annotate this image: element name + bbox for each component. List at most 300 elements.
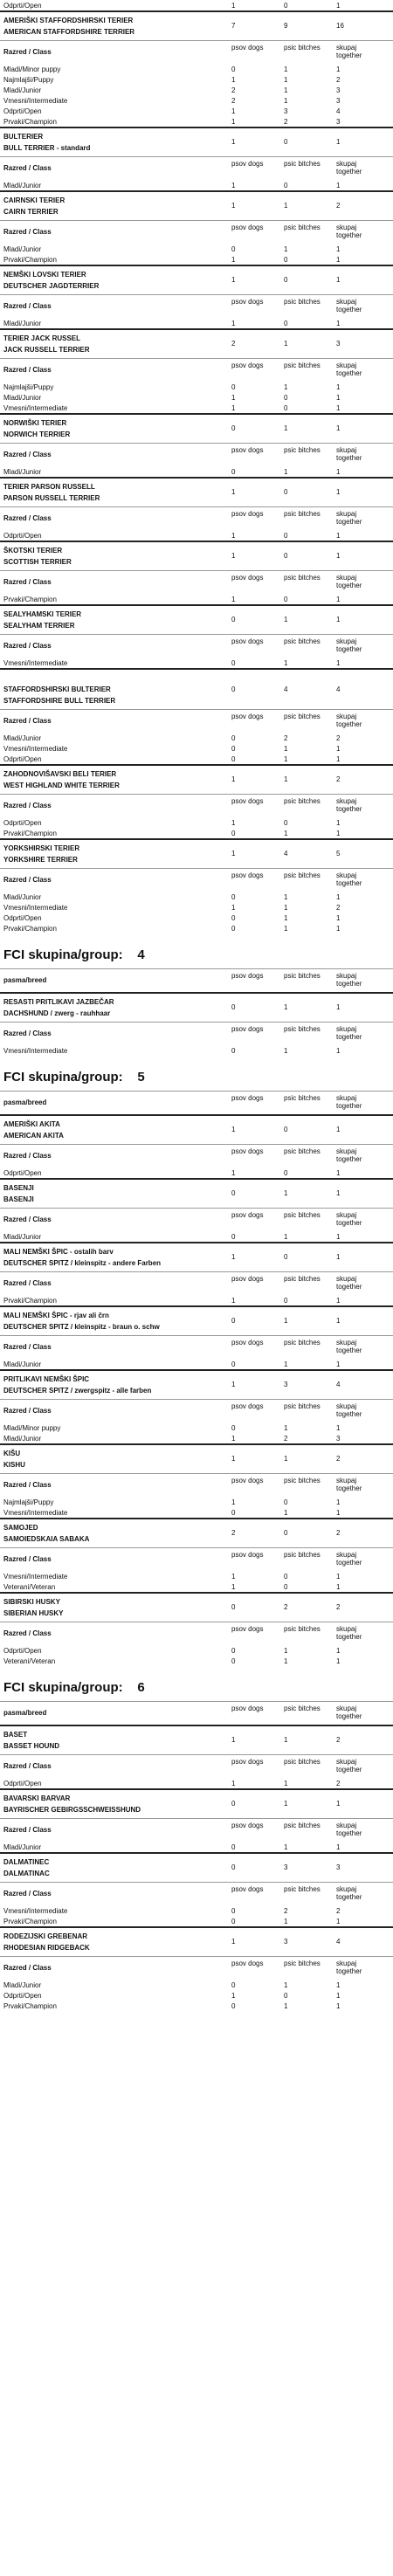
header-together: skupaj together — [336, 1147, 362, 1163]
header-bitches: psic bitches — [284, 1211, 321, 1219]
class-label: Mladi/Junior — [3, 1435, 42, 1443]
class-label: Vmesni/Intermediate — [3, 1047, 68, 1055]
class-label: Odprti/Open — [3, 1647, 42, 1655]
header-together: skupaj together — [336, 1758, 362, 1774]
header-dogs: psov dogs — [231, 1625, 264, 1633]
together-count: 3 — [336, 1435, 341, 1443]
breed-name: KIŠU — [3, 1450, 21, 1457]
header-together: skupaj together — [336, 1477, 362, 1492]
class-row — [0, 1167, 393, 1178]
class-row — [0, 1359, 393, 1369]
breed-name: TERIER JACK RUSSEL — [3, 334, 81, 342]
bitches-count: 1 — [284, 97, 288, 105]
dogs-count: 1 — [231, 2, 236, 10]
class-row — [0, 466, 393, 477]
bitches-count: 1 — [284, 1647, 288, 1655]
together-count: 1 — [336, 1992, 341, 2000]
together-count: 1 — [336, 1647, 341, 1655]
dogs-count: 2 — [231, 97, 236, 105]
bitches-count: 1 — [284, 659, 288, 667]
header-together: skupaj together — [336, 1339, 362, 1354]
bitches-count: 3 — [284, 107, 288, 115]
dogs-count: 0 — [231, 1424, 236, 1432]
dogs-count: 0 — [231, 734, 236, 742]
class-label: Najmlajši/Puppy — [3, 76, 54, 84]
breed-name: BULL TERRIER - standard — [3, 144, 91, 152]
class-label: Vmesni/Intermediate — [3, 745, 68, 753]
together-count: 1 — [336, 1918, 341, 1925]
class-header — [0, 1754, 393, 1778]
breed-name: PRITLIKAVI NEMŠKI ŠPIC — [3, 1375, 90, 1383]
header-bitches: psic bitches — [284, 1477, 321, 1484]
dogs-count: 0 — [231, 914, 236, 922]
together-total: 16 — [336, 22, 344, 31]
together-count: 1 — [336, 394, 341, 402]
header-label: Razred / Class — [3, 1890, 52, 1898]
breed-name: STAFFORDSHIRE BULL TERRIER — [3, 697, 116, 705]
header-together: skupaj together — [336, 1822, 362, 1837]
dogs-count: 0 — [231, 925, 236, 933]
class-label: Najmlajši/Puppy — [3, 383, 54, 391]
header-dogs: psov dogs — [231, 1758, 264, 1766]
class-row — [0, 244, 393, 254]
breed-name: AMERIŠKI STAFFORDSHIRSKI TERIER — [3, 17, 134, 24]
bitches-count: 1 — [284, 2002, 288, 2010]
breed-row — [0, 1369, 393, 1399]
dogs-count: 0 — [231, 830, 236, 837]
header-together: skupaj together — [336, 44, 362, 59]
group-number: 4 — [137, 947, 145, 962]
breed-row — [0, 668, 393, 709]
together-count: 2 — [336, 734, 341, 742]
header-together: skupaj together — [336, 1275, 362, 1291]
class-header — [0, 634, 393, 658]
class-label: Mladi/Junior — [3, 182, 42, 189]
header-together: skupaj together — [336, 1094, 362, 1110]
together-total: 1 — [336, 616, 341, 624]
header-bitches: psic bitches — [284, 1275, 321, 1283]
together-count: 1 — [336, 182, 341, 189]
header-bitches: psic bitches — [284, 1885, 321, 1893]
header-together: skupaj together — [336, 362, 362, 377]
class-row — [0, 828, 393, 838]
bitches-count: 0 — [284, 1498, 288, 1506]
class-row — [0, 1916, 393, 1926]
class-row — [0, 530, 393, 541]
class-label: Prvaki/Champion — [3, 925, 57, 933]
bitches-count: 1 — [284, 925, 288, 933]
class-header — [0, 220, 393, 244]
breed-name: BAYRISCHER GEBIRGSSCHWEISSHUND — [3, 1806, 141, 1814]
bitches-total: 3 — [284, 1938, 288, 1946]
class-row — [0, 1990, 393, 2001]
header-bitches: psic bitches — [284, 1094, 321, 1102]
breed-name: DALMATINEC — [3, 1858, 50, 1866]
header-bitches: psic bitches — [284, 1551, 321, 1559]
breed-row — [0, 1592, 393, 1622]
group-title — [3, 1070, 145, 1085]
bitches-count: 0 — [284, 1573, 288, 1581]
bitches-total: 9 — [284, 22, 288, 31]
together-count: 1 — [336, 245, 341, 253]
header-label: pasma/breed — [3, 1709, 47, 1717]
dogs-total: 0 — [231, 1317, 236, 1326]
dogs-total: 0 — [231, 1603, 236, 1612]
class-row — [0, 382, 393, 392]
class-row — [0, 913, 393, 923]
together-count: 1 — [336, 830, 341, 837]
class-label: Prvaki/Champion — [3, 1918, 57, 1925]
breed-row — [0, 1443, 393, 1473]
class-row — [0, 754, 393, 764]
header-bitches: psic bitches — [284, 871, 321, 879]
header-label: Razred / Class — [3, 48, 52, 56]
breed-name: AMERICAN AKITA — [3, 1132, 64, 1140]
dogs-count: 1 — [231, 394, 236, 402]
bitches-count: 2 — [284, 118, 288, 126]
dogs-count: 1 — [231, 1435, 236, 1443]
dogs-count: 1 — [231, 1297, 236, 1305]
header-bitches: psic bitches — [284, 298, 321, 306]
together-count: 1 — [336, 320, 341, 327]
header-together: skupaj together — [336, 574, 362, 589]
dogs-count: 1 — [231, 118, 236, 126]
bitches-total: 1 — [284, 775, 288, 784]
dogs-count: 0 — [231, 468, 236, 476]
header-label: Razred / Class — [3, 717, 52, 725]
class-header — [0, 1144, 393, 1167]
dogs-count: 1 — [231, 1583, 236, 1591]
breed-name: BASET — [3, 1731, 28, 1739]
class-row — [0, 1656, 393, 1666]
breed-name: AMERIŠKI AKITA — [3, 1120, 60, 1128]
bitches-count: 1 — [284, 1509, 288, 1517]
together-total: 2 — [336, 775, 341, 784]
breed-name: RESASTI PRITLIKAVI JAZBEČAR — [3, 998, 114, 1006]
header-bitches: psic bitches — [284, 574, 321, 582]
header-label: Razred / Class — [3, 1826, 52, 1834]
class-label: Vmesni/Intermediate — [3, 1509, 68, 1517]
dogs-count: 0 — [231, 1907, 236, 1915]
class-label: Odprti/Open — [3, 532, 42, 540]
class-label: Odprti/Open — [3, 914, 42, 922]
bitches-count: 1 — [284, 1360, 288, 1368]
dogs-count: 1 — [231, 320, 236, 327]
together-total: 4 — [336, 1938, 341, 1946]
class-label: Mladi/Minor puppy — [3, 65, 61, 73]
header-label: Razred / Class — [3, 1343, 52, 1351]
together-count: 1 — [336, 2, 341, 10]
breed-name: MALI NEMŠKI ŠPIC - ostalih barv — [3, 1248, 114, 1256]
bitches-total: 1 — [284, 424, 288, 433]
bitches-count: 1 — [284, 383, 288, 391]
breed-name: STAFFORDSHIRSKI BULTERIER — [3, 685, 111, 693]
bitches-count: 0 — [284, 1297, 288, 1305]
dogs-total: 1 — [231, 850, 236, 858]
bitches-count: 1 — [284, 76, 288, 84]
class-label: Vmesni/Intermediate — [3, 97, 68, 105]
header-bitches: psic bitches — [284, 510, 321, 518]
together-total: 3 — [336, 340, 341, 348]
header-bitches: psic bitches — [284, 1147, 321, 1155]
class-header — [0, 1622, 393, 1645]
header-together: skupaj together — [336, 298, 362, 313]
class-label: Odprti/Open — [3, 1169, 42, 1177]
dogs-count: 0 — [231, 245, 236, 253]
bitches-total: 1 — [284, 1736, 288, 1745]
together-total: 1 — [336, 1126, 341, 1134]
breed-row — [0, 764, 393, 794]
class-label: Vmesni/Intermediate — [3, 904, 68, 912]
bitches-count: 2 — [284, 734, 288, 742]
bitches-total: 1 — [284, 616, 288, 624]
header-together: skupaj together — [336, 1960, 362, 1975]
header-together: skupaj together — [336, 637, 362, 653]
together-count: 2 — [336, 1780, 341, 1787]
header-together: skupaj together — [336, 1885, 362, 1901]
dogs-count: 0 — [231, 65, 236, 73]
breed-name: ŠKOTSKI TERIER — [3, 547, 63, 554]
dogs-count: 1 — [231, 596, 236, 603]
breed-name: SIBIRSKI HUSKY — [3, 1598, 60, 1606]
header-bitches: psic bitches — [284, 1402, 321, 1410]
class-row — [0, 658, 393, 668]
header-label: Razred / Class — [3, 1964, 52, 1972]
class-row — [0, 392, 393, 403]
dogs-count: 2 — [231, 86, 236, 94]
breed-name: SEALYHAM TERRIER — [3, 622, 75, 630]
header-bitches: psic bitches — [284, 44, 321, 52]
header-dogs: psov dogs — [231, 1275, 264, 1283]
bitches-count: 1 — [284, 1981, 288, 1989]
breed-name: DEUTSCHER JAGDTERRIER — [3, 282, 100, 290]
dogs-total: 0 — [231, 616, 236, 624]
together-total: 1 — [336, 1253, 341, 1262]
header-bitches: psic bitches — [284, 1339, 321, 1347]
bitches-total: 0 — [284, 1529, 288, 1538]
bitches-count: 0 — [284, 532, 288, 540]
dogs-count: 1 — [231, 76, 236, 84]
class-row — [0, 116, 393, 127]
bitches-total: 0 — [284, 138, 288, 147]
bitches-count: 0 — [284, 1169, 288, 1177]
together-total: 1 — [336, 1003, 341, 1012]
header-bitches: psic bitches — [284, 637, 321, 645]
class-label: Prvaki/Champion — [3, 2002, 57, 2010]
group-number: 5 — [137, 1070, 145, 1085]
group-heading — [0, 1666, 393, 1701]
header-dogs: psov dogs — [231, 1094, 264, 1102]
breed-row — [0, 1788, 393, 1818]
dogs-count: 0 — [231, 1233, 236, 1241]
header-together: skupaj together — [336, 797, 362, 813]
class-label: Prvaki/Champion — [3, 596, 57, 603]
dogs-total: 1 — [231, 202, 236, 210]
class-label: Prvaki/Champion — [3, 256, 57, 264]
class-row — [0, 64, 393, 74]
together-count: 1 — [336, 925, 341, 933]
bitches-total: 3 — [284, 1381, 288, 1389]
dogs-count: 1 — [231, 1992, 236, 2000]
class-row — [0, 1581, 393, 1592]
breed-name: SAMOIEDSKAIA SABAKA — [3, 1535, 90, 1543]
dogs-total: 1 — [231, 488, 236, 497]
together-total: 1 — [336, 276, 341, 285]
dogs-count: 0 — [231, 1509, 236, 1517]
class-label: Mladi/Junior — [3, 1843, 42, 1851]
breed-name: PARSON RUSSELL TERRIER — [3, 494, 100, 502]
header-label: Razred / Class — [3, 1481, 52, 1489]
dogs-count: 1 — [231, 404, 236, 412]
class-label: Mladi/Junior — [3, 1360, 42, 1368]
bitches-total: 0 — [284, 1253, 288, 1262]
bitches-count: 1 — [284, 1918, 288, 1925]
together-count: 1 — [336, 1981, 341, 1989]
dogs-total: 2 — [231, 340, 236, 348]
header-bitches: psic bitches — [284, 972, 321, 980]
header-label: Razred / Class — [3, 1762, 52, 1770]
header-bitches: psic bitches — [284, 1705, 321, 1712]
breed-name: DEUTSCHER SPITZ / zwergspitz - alle farben — [3, 1387, 152, 1395]
together-count: 1 — [336, 1509, 341, 1517]
breed-name: MALI NEMŠKI ŠPIC - rjav ali črn — [3, 1312, 109, 1319]
class-row — [0, 1422, 393, 1433]
class-row — [0, 74, 393, 85]
class-label: Mladi/Junior — [3, 245, 42, 253]
header-dogs: psov dogs — [231, 44, 264, 52]
class-row — [0, 0, 393, 10]
breed-name: BULTERIER — [3, 133, 44, 141]
class-row — [0, 1507, 393, 1518]
bitches-count: 1 — [284, 1780, 288, 1787]
group-heading — [0, 1056, 393, 1091]
header-label: Razred / Class — [3, 1407, 52, 1415]
group-label: FCI skupina/group: — [3, 1070, 123, 1085]
breed-name: TERIER PARSON RUSSELL — [3, 483, 95, 491]
header-label: Razred / Class — [3, 514, 52, 522]
class-row — [0, 743, 393, 754]
dogs-count: 0 — [231, 383, 236, 391]
class-row — [0, 1433, 393, 1443]
dogs-count: 0 — [231, 659, 236, 667]
together-count: 1 — [336, 1498, 341, 1506]
class-row — [0, 1842, 393, 1852]
breed-name: SEALYHAMSKI TERIER — [3, 610, 82, 618]
breed-name: DEUTSCHER SPITZ / kleinspitz - andere Farben — [3, 1259, 162, 1267]
bitches-count: 1 — [284, 468, 288, 476]
header-label: Razred / Class — [3, 1629, 52, 1637]
bitches-count: 1 — [284, 1233, 288, 1241]
header-bitches: psic bitches — [284, 1758, 321, 1766]
class-header — [0, 294, 393, 318]
dogs-total: 1 — [231, 276, 236, 285]
header-bitches: psic bitches — [284, 362, 321, 369]
together-count: 1 — [336, 1573, 341, 1581]
dogs-total: 1 — [231, 138, 236, 147]
header-dogs: psov dogs — [231, 1705, 264, 1712]
dogs-count: 0 — [231, 755, 236, 763]
together-count: 1 — [336, 745, 341, 753]
bitches-count: 1 — [284, 830, 288, 837]
header-label: Razred / Class — [3, 802, 52, 809]
bitches-count: 1 — [284, 86, 288, 94]
bitches-total: 1 — [284, 340, 288, 348]
breed-name: DALMATINAC — [3, 1870, 50, 1877]
breed-row — [0, 1852, 393, 1882]
class-row — [0, 892, 393, 902]
class-label: Mladi/Junior — [3, 1981, 42, 1989]
class-header — [0, 1208, 393, 1231]
header-label: Razred / Class — [3, 164, 52, 172]
breed-name: ZAHODNOVIŠAVSKI BELI TERIER — [3, 770, 117, 778]
together-count: 1 — [336, 1360, 341, 1368]
class-label: Mladi/Junior — [3, 734, 42, 742]
class-row — [0, 1497, 393, 1507]
breed-name: WEST HIGHLAND WHITE TERRIER — [3, 782, 120, 789]
dogs-total: 1 — [231, 552, 236, 561]
class-label: Mladi/Minor puppy — [3, 1424, 61, 1432]
together-total: 1 — [336, 1317, 341, 1326]
class-row — [0, 85, 393, 95]
breed-name: SAMOJED — [3, 1524, 38, 1532]
bitches-total: 1 — [284, 202, 288, 210]
breed-header — [0, 968, 393, 992]
header-dogs: psov dogs — [231, 298, 264, 306]
class-row — [0, 1778, 393, 1788]
together-total: 2 — [336, 1736, 341, 1745]
class-label: Vmesni/Intermediate — [3, 1907, 68, 1915]
class-label: Odprti/Open — [3, 1780, 42, 1787]
class-label: Prvaki/Champion — [3, 830, 57, 837]
header-label: Razred / Class — [3, 451, 52, 458]
bitches-count: 1 — [284, 893, 288, 901]
breed-header — [0, 1091, 393, 1114]
together-total: 1 — [336, 424, 341, 433]
header-together: skupaj together — [336, 160, 362, 176]
group-title — [3, 947, 145, 963]
bitches-total: 1 — [284, 1189, 288, 1198]
breed-row — [0, 1725, 393, 1754]
header-dogs: psov dogs — [231, 1147, 264, 1155]
class-header — [0, 794, 393, 817]
together-count: 1 — [336, 1583, 341, 1591]
class-header — [0, 358, 393, 382]
class-header — [0, 156, 393, 180]
header-label: Razred / Class — [3, 228, 52, 236]
class-row — [0, 106, 393, 116]
dogs-count: 1 — [231, 182, 236, 189]
dogs-count: 0 — [231, 1360, 236, 1368]
together-count: 1 — [336, 596, 341, 603]
bitches-count: 1 — [284, 1843, 288, 1851]
class-header — [0, 1882, 393, 1905]
header-label: pasma/breed — [3, 976, 47, 984]
together-count: 1 — [336, 2002, 341, 2010]
class-label: Vmesni/Intermediate — [3, 659, 68, 667]
class-label: Odprti/Open — [3, 819, 42, 827]
class-label: Mladi/Junior — [3, 394, 42, 402]
bitches-total: 3 — [284, 1863, 288, 1872]
header-bitches: psic bitches — [284, 1960, 321, 1967]
bitches-count: 0 — [284, 2, 288, 10]
together-count: 1 — [336, 65, 341, 73]
dogs-count: 0 — [231, 1981, 236, 1989]
header-dogs: psov dogs — [231, 972, 264, 980]
dogs-count: 1 — [231, 256, 236, 264]
bitches-total: 0 — [284, 1126, 288, 1134]
breed-name: YORKSHIRSKI TERIER — [3, 844, 80, 852]
bitches-count: 0 — [284, 394, 288, 402]
